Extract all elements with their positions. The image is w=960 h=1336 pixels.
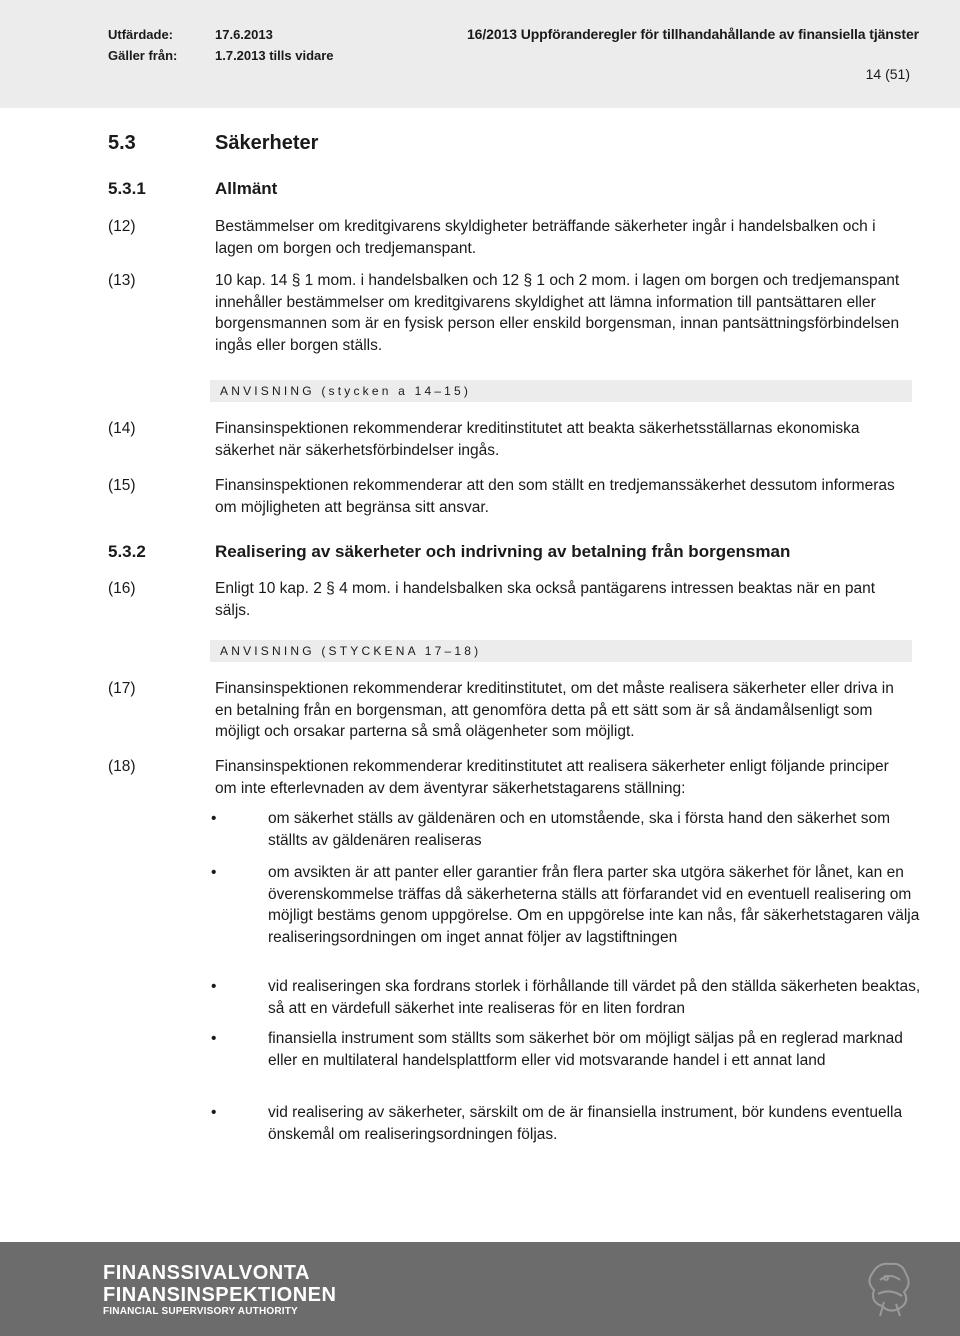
- list-item: [211, 1102, 928, 1145]
- paragraph-text: 10 kap. 14 § 1 mom. i handelsbalken och 12 § 1 och 2 mom. i lagen om borgen och tredjemanspant innehåller bestämmelser om kreditgivarens skyldighet att lämna information till pantsättaren eller borgensmannen som är en fysisk person eller enskild borgensman, innan pantsättningsförbindelsen ingås eller borgen ställs.: [215, 272, 900, 354]
- bullet-icon: •: [211, 810, 217, 827]
- paragraph-number: (15): [108, 477, 136, 494]
- section-number: 5.3: [108, 132, 136, 154]
- subsection-number: 5.3.2: [108, 542, 146, 561]
- page-number: 14 (51): [865, 66, 910, 82]
- logo-line-swedish: FINANSINSPEKTIONEN: [103, 1284, 337, 1306]
- list-item: [211, 976, 928, 1019]
- paragraph-number: (17): [108, 680, 136, 697]
- paragraph-text: Finansinspektionen rekommenderar kreditinstitutet att realisera säkerheter enligt följande principer om inte efterlevnaden av dem äventyrar säkerhetstagarens ställning:: [215, 758, 889, 797]
- subsection-title: Allmänt: [215, 179, 278, 198]
- paragraph-text: Enligt 10 kap. 2 § 4 mom. i handelsbalken ska också pantägarens intressen beaktas när en pant säljs.: [215, 580, 876, 619]
- list-item: [211, 1028, 928, 1071]
- list-item-text: vid realiseringen ska fordrans storlek i förhållande till värdet på den ställda säkerheten beaktas, så att en värdefull säkerhet inte realiseras för en liten fordran: [268, 978, 921, 1017]
- bullet-icon: •: [211, 1030, 217, 1047]
- paragraph-text: Finansinspektionen rekommenderar att den som ställt en tredjemanssäkerhet dessutom informeras om möjligheten att begränsa sitt ansvar.: [215, 477, 895, 516]
- valid-value: 1.7.2013 tills vidare: [215, 48, 334, 63]
- list-item-text: om säkerhet ställs av gäldenären och en utomstående, ska i första hand den säkerhet som ställts av gäldenären realiseras: [268, 810, 891, 849]
- list-item-text: finansiella instrument som ställts som säkerhet bör om möjligt säljas på en reglerad marknad eller en multilateral handelsplattform eller vid motsvarande handel i ett annat land: [268, 1030, 903, 1069]
- paragraph-text: Finansinspektionen rekommenderar kreditinstitutet, om det måste realisera säkerheter eller driva in en betalning från en borgensman, att genomföra detta på ett sätt som är så ändamålsenligt som möjligt och orsakar parterna så små olägenheter som möjligt.: [215, 680, 894, 740]
- bullet-icon: •: [211, 1104, 217, 1121]
- paragraph-number: (13): [108, 272, 136, 289]
- paragraph-number: (16): [108, 580, 136, 597]
- list-item: [211, 808, 908, 851]
- paragraph-number: (12): [108, 218, 136, 235]
- bullet-icon: •: [211, 864, 217, 881]
- section-title: Säkerheter: [215, 132, 319, 154]
- list-item: [211, 862, 928, 948]
- list-item-text: om avsikten är att panter eller garantier från flera parter ska utgöra säkerhet för lånet, kan en överenskommelse träffas då säkerheterna ställs att förfarandet vid en eventuell realisering om möjligt bestäms genom uppgörelse. Om en uppgörelse inte kan nås, får säkerhetstagaren välja realiseringsordningen om inget annat följer av lagstiftningen: [268, 864, 920, 946]
- logo-line-english: FINANCIAL SUPERVISORY AUTHORITY: [103, 1306, 298, 1317]
- subsection-title: Realisering av säkerheter och indrivning av betalning från borgensman: [215, 542, 791, 561]
- paragraph-text: Bestämmelser om kreditgivarens skyldigheter beträffande säkerheter ingår i handelsbalken och i lagen om borgen och tredjemanspant.: [215, 218, 876, 257]
- issued-label: Utfärdade:: [108, 27, 174, 42]
- issued-date: 17.6.2013: [215, 27, 273, 42]
- lion-emblem-icon: [862, 1254, 918, 1324]
- list-item-text: vid realisering av säkerheter, särskilt om de är finansiella instrument, bör kundens eventuella önskemål om realiseringsordningen följas.: [268, 1104, 903, 1143]
- logo-line-finnish: FINANSSIVALVONTA: [103, 1262, 310, 1284]
- document-title: 16/2013 Uppföranderegler för tillhandahållande av finansiella tjänster: [467, 26, 920, 42]
- paragraph-number: (14): [108, 420, 136, 437]
- bullet-icon: •: [211, 978, 217, 995]
- subsection-number: 5.3.1: [108, 179, 146, 198]
- valid-label: Gäller från:: [108, 48, 178, 63]
- guidance-banner: ANVISNING (STYCKENA 17–18): [210, 640, 912, 662]
- paragraph-number: (18): [108, 758, 136, 775]
- page-header: [0, 0, 960, 108]
- guidance-banner: ANVISNING (stycken a 14–15): [210, 380, 912, 402]
- paragraph-text: Finansinspektionen rekommenderar kreditinstitutet att beakta säkerhetsställarnas ekonomiska säkerhet när säkerhetsförbindelser ingås.: [215, 420, 860, 459]
